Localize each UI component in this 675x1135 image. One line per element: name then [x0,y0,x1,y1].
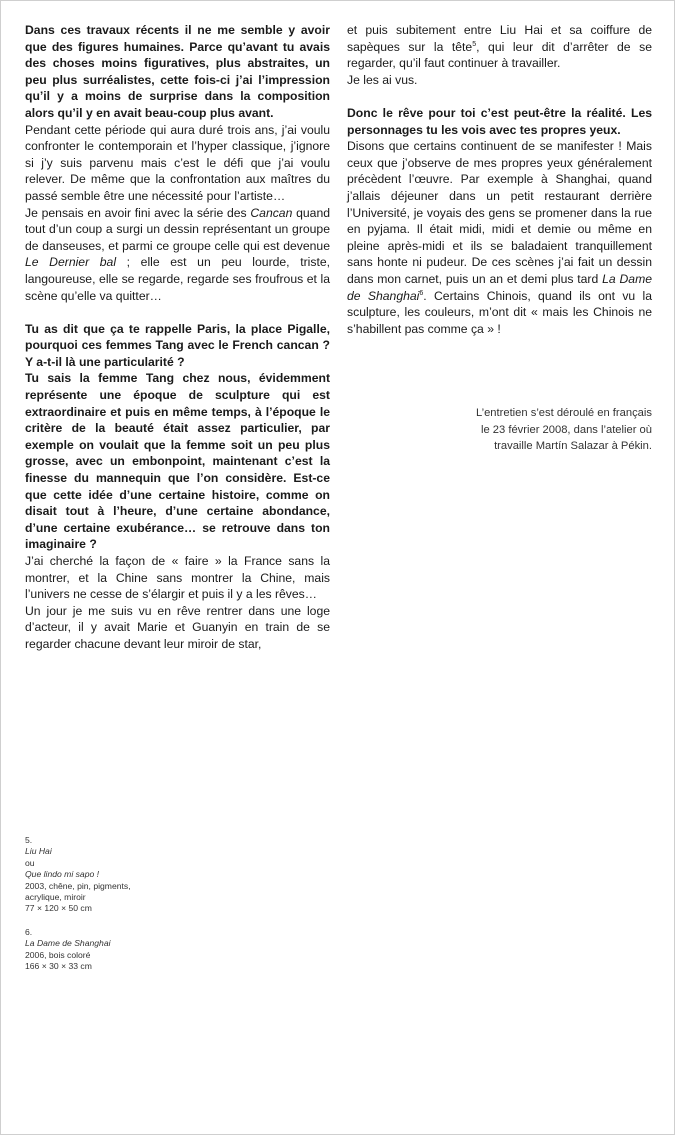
figure-caption [25,835,245,915]
answer-paragraph: Je les ai vus. [347,72,418,87]
interview-credit [401,405,652,455]
answer-paragraph [347,22,652,72]
caption-title: Que lindo mi sapo ! [25,869,100,880]
left-text-column [25,22,330,653]
caption-title-line [25,927,245,950]
artwork-title: Le Dernier bal [25,255,117,270]
right-text-column [347,22,652,337]
caption-joiner: ou [25,857,35,868]
caption-title: La Dame de Shanghai [25,938,111,949]
caption-number: 6. [25,926,33,937]
answer-paragraph [25,205,330,305]
answer-text: et puis subitement entre Liu Hai et sa coiffure de sapèques sur la tête [347,23,652,54]
caption-dimensions: 77 × 120 × 50 cm [25,903,92,914]
caption-details: 2003, chêne, pin, pigments, [25,880,131,891]
artwork-title: Cancan [250,205,293,220]
answer-text: , qui leur dit d’arrêter de se regarder, qu’il faut continuer à travailler. [347,39,652,71]
answer-text: ; elle est un peu lourde, triste, langoureuse, elle se regarde, regarde ses froufrous et la scène qu’elle va quitter… [25,255,330,303]
interview-question: Tu sais la femme Tang chez nous, évidemment représente une époque de sculpture qui est extraordinaire et puis en même temps, à l’époque le critère de la beauté était assez particulier, par exemple on voulait que la femme soit un peu plus grosse, avec un embonpoint, maintenant c’est la finesse du mannequin que l’on considère. Est-ce que cette idée d’une certaine histoire, comme on disait tout à l’heure, d’une certaine abondance, d’une certaine exubérance… se retrouve dans ton imaginaire ? [25,371,330,552]
interview-question: Dans ces travaux récents il ne me semble y avoir que des figures humaines. Parce qu’avant tu avais des choses moins figuratives, plus abstraites, un peu plus surréalistes, cette fois-ci j’ai l’impression qu’il y a moins de surprise dans la composition alors qu’il y en avait beau-coup plus avant. [25,23,330,120]
caption-number: 5. [25,835,33,845]
credit-line: travaille Martín Salazar à Pékin. [494,440,652,453]
answer-paragraph: Pendant cette période qui aura duré trois ans, j’ai voulu confronter le contemporain et l’hyper classique, j’ignore si j’y suis parvenu mais c’est le défi que j’ai voulu relever. De même que la confrontation aux maîtres du passé semble être une nécessité pour l’artiste… [25,122,330,203]
answer-paragraph: J’ai cherché la façon de « faire » la France sans la montrer, et la Chine sans montrer la Chine, mais l’univers ne cesse de s’élargir et puis il y a les rêves… [25,554,330,602]
footnote-ref: 6 [419,289,424,297]
answer-text: quand tout d’un coup a surgi un dessin représentant un groupe de danseuses, et parmi ce groupe celle qui est devenue [25,205,331,253]
answer-paragraph [347,138,652,337]
answer-text: Je pensais en avoir fini avec la série des [25,205,251,220]
caption-details: 2006, bois coloré [25,949,91,960]
credit-line: L’entretien s’est déroulé en français [475,407,652,419]
interview-question: Tu as dit que ça te rappelle Paris, la place Pigalle, pourquoi ces femmes Tang avec le French cancan ? Y a-t-il là une particularité ? [25,321,330,369]
figure-caption [25,927,245,973]
figure-captions [25,835,245,984]
interview-question: Donc le rêve pour toi c’est peut-être la réalité. Les personnages tu les vois avec tes propres yeux. [347,105,652,137]
caption-title-line [25,835,245,881]
caption-dimensions: 166 × 30 × 33 cm [25,961,92,972]
credit-line: le 23 février 2008, dans l’atelier où [480,423,652,436]
footnote-ref: 5 [472,40,477,48]
artwork-title: La Dame de Shanghai [347,271,653,303]
caption-title: Liu Hai [25,846,52,857]
answer-text: Disons que certains continuent de se manifester ! Mais ceux que j’observe de mes propres yeux généralement précèdent l’œuvre. Par exemple à Shanghai, quand j’allais déjeuner dans un petit restaurant derrière l’Université, je voyais des gens se promener dans la rue en pyjama. Il était midi, midi et demie ou même en pleine après-midi et ils se baladaient tranquillement sans honte ni pudeur. De ces scènes j’ai fait un dessin dans mon carnet, puis un an et demi plus tard [347,139,652,286]
answer-paragraph: Un jour je me suis vu en rêve rentrer dans une loge d’acteur, il y avait Marie et Guanyin en train de se regarder chacune devant leur miroir de star, [25,603,330,651]
caption-materials: acrylique, miroir [25,892,86,903]
answer-text: . Certains Chinois, quand ils ont vu la sculpture, les couleurs, m’ont dit « mais les Chinois ne s’habillent pas comme ça » ! [347,288,653,336]
